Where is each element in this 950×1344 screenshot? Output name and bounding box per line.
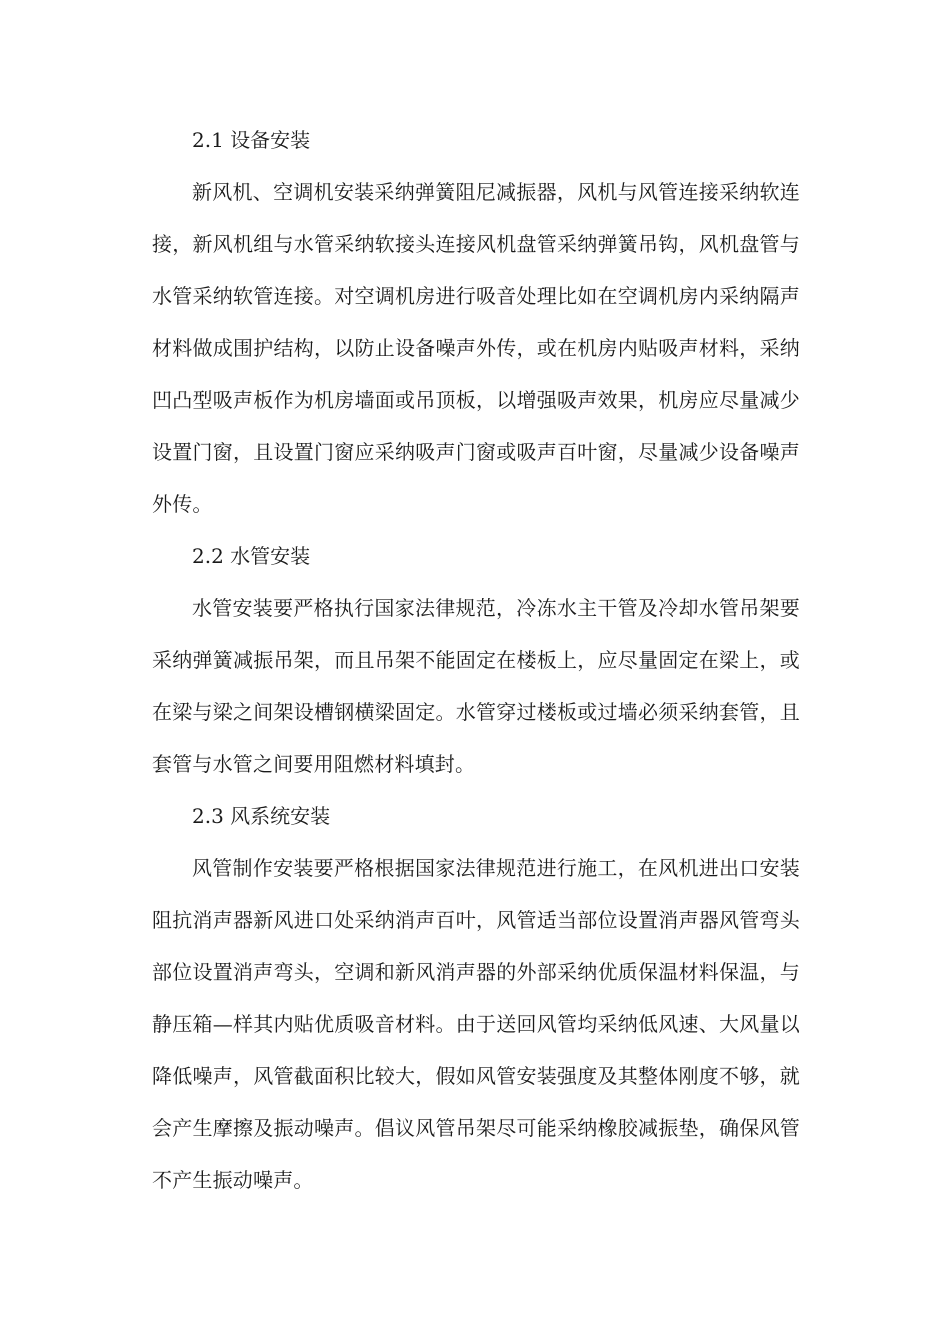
section-heading-2-3: 2.3 风系统安装 — [192, 804, 331, 828]
section-paragraph-2-3: 风管制作安装要严格根据国家法律规范进行施工，在风机进出口安装阻抗消声器新风进口处采纳消声百叶，风管适当部位设置消声器风管弯头部位设置消声弯头，空调和新风消声器的外部采纳优质保温材料保温，与静压箱—样其内贴优质吸音材料。由于送回风管均采纳低风速、大风量以降低噪声，风管截面积比较大，假如风管安装强度及其整体刚度不够，就会产生摩擦及振动噪声。倡议风管吊架尽可能采纳橡胶减振垫，确保风管不产生振动噪声。 — [152, 856, 800, 1192]
section-paragraph-2-1: 新风机、空调机安装采纳弹簧阻尼减振器，风机与风管连接采纳软连接，新风机组与水管采纳软接头连接风机盘管采纳弹簧吊钩，风机盘管与水管采纳软管连接。对空调机房进行吸音处理比如在空调机房内采纳隔声材料做成围护结构，以防止设备噪声外传，或在机房内贴吸声材料，采纳凹凸型吸声板作为机房墙面或吊顶板，以增强吸声效果，机房应尽量减少设置门窗，且设置门窗应采纳吸声门窗或吸声百叶窗，尽量减少设备噪声外传。 — [152, 180, 800, 516]
section-heading-2-1: 2.1 设备安装 — [192, 128, 311, 152]
section-heading-2-2: 2.2 水管安装 — [192, 544, 311, 568]
section-paragraph-2-2: 水管安装要严格执行国家法律规范，冷冻水主干管及冷却水管吊架要采纳弹簧减振吊架，而且吊架不能固定在楼板上，应尽量固定在梁上，或在梁与梁之间架设槽钢横梁固定。水管穿过楼板或过墙必须采纳套管，且套管与水管之间要用阻燃材料填封。 — [152, 596, 800, 776]
document-body — [152, 114, 800, 1206]
